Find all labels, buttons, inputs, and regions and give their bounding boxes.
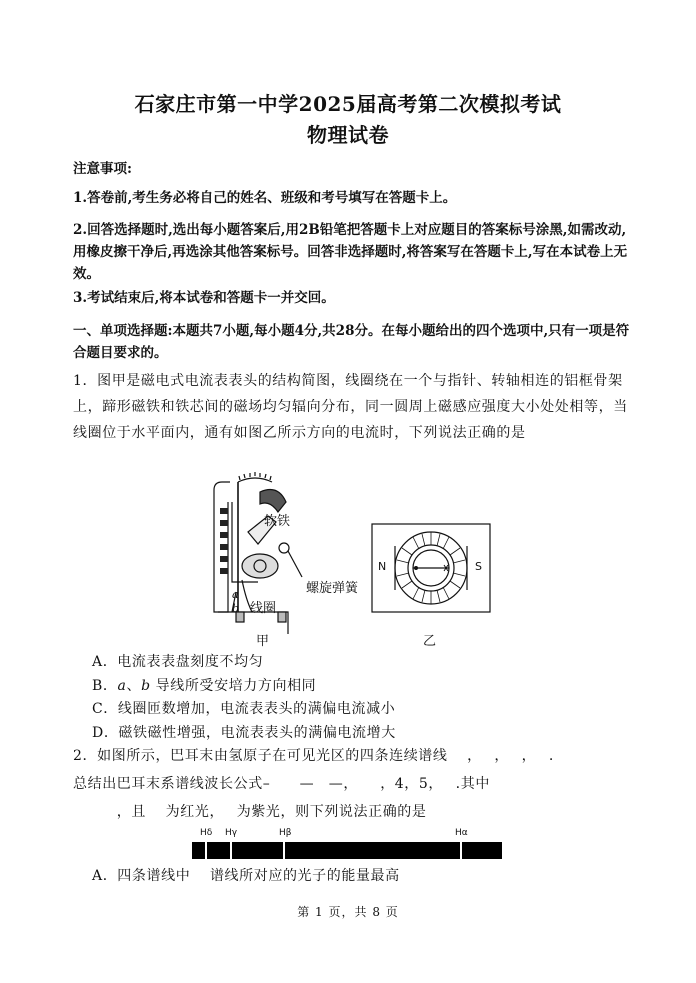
q1-option-b-prefix: B．: [92, 678, 118, 694]
spectrum-label-h-alpha: Hα: [455, 828, 468, 838]
q1-option-b-wire-b: b: [141, 678, 151, 694]
question-2-line-1: 2．如图所示，巴耳末由氢原子在可见光区的四条连续谱线 ， ， ， .: [73, 748, 554, 764]
q1-option-d: D．磁铁磁性增强，电流表表头的满偏电流增大: [92, 725, 396, 741]
label-south-pole: S: [475, 560, 482, 573]
exam-title: 石家庄市第一中学2025届高考第二次模拟考试: [134, 92, 562, 116]
question-2-line-2: 总结出巴耳末系谱线波长公式– — —， ，4，5， .其中: [73, 776, 490, 792]
label-spiral-spring: 螺旋弹簧: [306, 581, 359, 596]
page-footer: 第 1 页，共 8 页: [297, 905, 399, 919]
label-north-pole: N: [378, 560, 387, 573]
label-coil: 线圈: [250, 601, 277, 616]
spectrum-label-h-gamma: Hγ: [225, 828, 238, 838]
figure-caption-jia: 甲: [256, 634, 270, 649]
section-1-heading: 一、单项选择题:本题共7小题,每小题4分,共28分。在每小题给出的四个选项中,只有一项是符合题目要求的。: [73, 323, 630, 361]
q1-option-b-sep: 、: [126, 678, 142, 694]
label-wire-b: b: [232, 602, 240, 615]
q1-option-a: A．电流表表盘刻度不均匀: [92, 654, 264, 670]
notice-item-2: 2.回答选择题时,选出每小题答案后,用2B铅笔把答题卡上对应题目的答案标号涂黑,如需改动,用橡皮擦干净后,再选涂其他答案标号。回答非选择题时,将答案写在答题卡上,写在本试卷上无效。: [73, 222, 628, 282]
spectrum-label-h-delta: Hδ: [200, 828, 213, 838]
q1-option-b: [92, 675, 316, 695]
label-wire-a: a: [232, 588, 239, 601]
exam-subject: 物理试卷: [307, 123, 389, 147]
q1-option-b-text: 导线所受安培力方向相同: [150, 678, 317, 694]
notice-item-3: 3.考试结束后,将本试卷和答题卡一并交回。: [73, 290, 335, 306]
figure-caption-yi: 乙: [423, 634, 437, 649]
spectrum-label-h-beta: Hβ: [279, 828, 292, 838]
spectral-line-h-delta: [205, 842, 207, 859]
hydrogen-spectrum-bar: [192, 842, 502, 859]
spectral-line-h-gamma: [230, 842, 232, 859]
spectral-line-h-alpha: [460, 842, 462, 859]
question-1-stem: 1．图甲是磁电式电流表表头的结构简图，线圈绕在一个与指针、转轴相连的铝框骨架上，蹄形磁铁和铁芯间的磁场均匀辐向分布，同一圆周上磁感应强度大小处处相等，当线圈位于水平面内，通有如图乙所示方向的电流时，下列说法正确的是: [73, 373, 628, 441]
q1-option-b-wire-a: a: [117, 678, 127, 694]
q1-option-c: C．线圈匝数增加，电流表表头的满偏电流减小: [92, 701, 396, 717]
figure-radial-magnetic-field: [370, 522, 492, 614]
q2-option-a: A．四条谱线中 谱线所对应的光子的能量最高: [92, 868, 400, 884]
notice-item-1: 1.答卷前,考生务必将自己的姓名、班级和考号填写在答题卡上。: [73, 190, 457, 206]
label-soft-iron: 软铁: [264, 514, 291, 529]
question-2-line-3: ，且 为红光， 为紫光，则下列说法正确的是: [73, 804, 427, 820]
notice-heading: 注意事项:: [73, 161, 132, 177]
spectral-line-h-beta: [283, 842, 285, 859]
